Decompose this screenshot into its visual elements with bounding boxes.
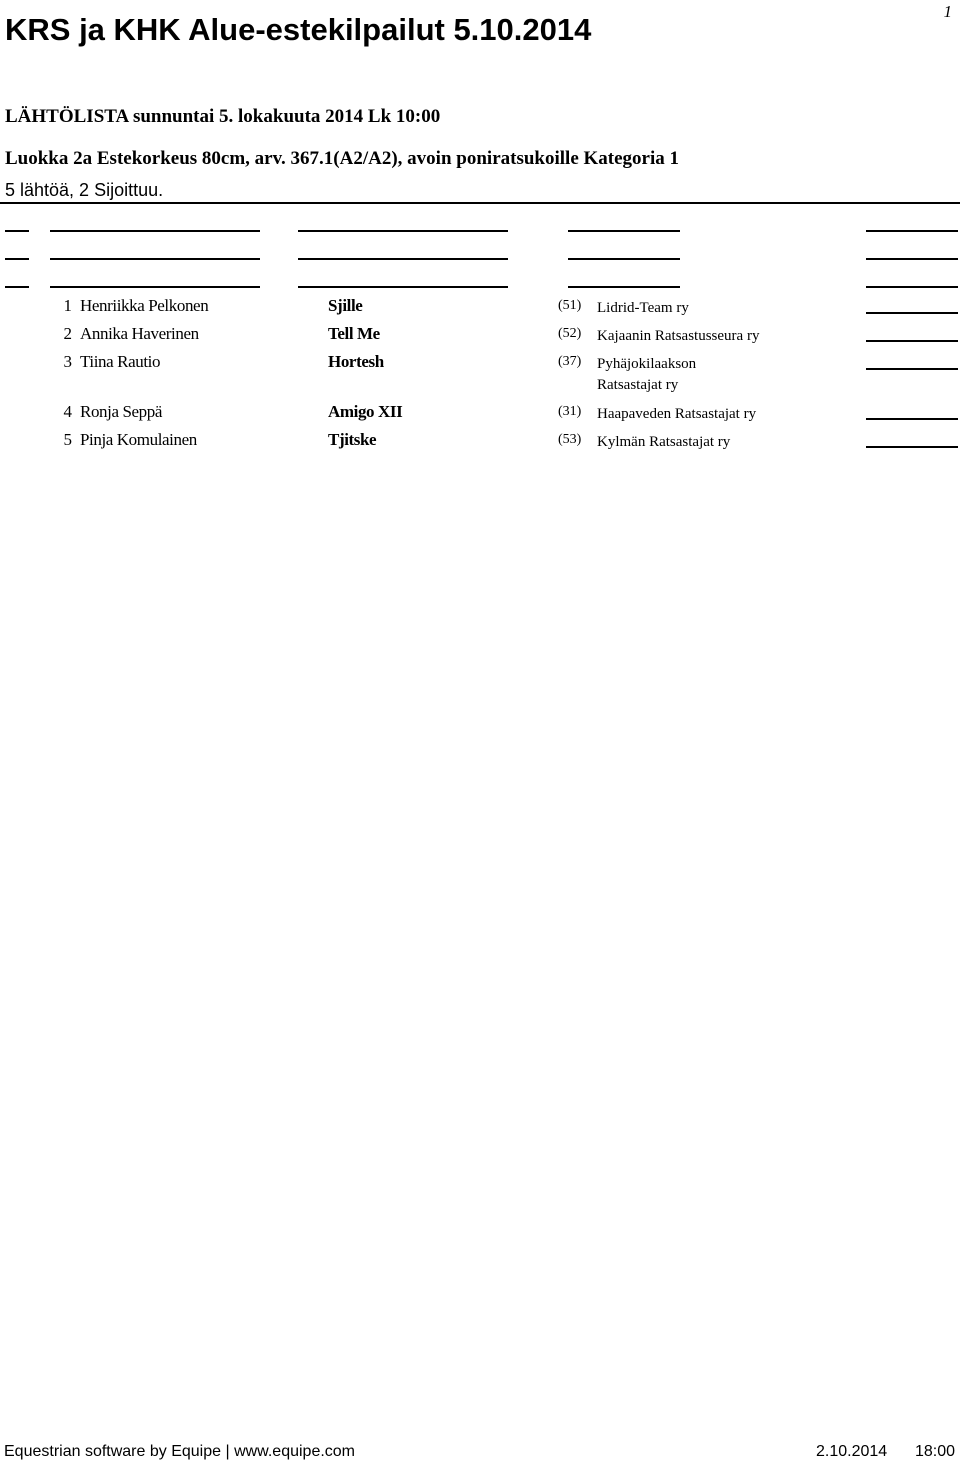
- blank-line: [50, 286, 260, 288]
- club-name: Kajaanin Ratsastusseura ry: [597, 328, 760, 344]
- start-count-info: 5 lähtöä, 2 Sijoittuu.: [5, 180, 164, 200]
- blank-line: [298, 230, 508, 232]
- footer-software-credit: Equestrian software by Equipe | www.equipe.com: [4, 1443, 356, 1460]
- blank-line: [866, 258, 958, 260]
- result-line: [866, 368, 958, 370]
- club-name: Haapaveden Ratsastajat ry: [597, 406, 757, 422]
- rider-name: Pinja Komulainen: [80, 430, 197, 449]
- footer-time: 18:00: [915, 1443, 956, 1460]
- club-name: Pyhäjokilaakson Ratsastajat ry: [597, 356, 697, 393]
- horse-name: Tell Me: [328, 324, 380, 343]
- blank-line: [5, 230, 29, 232]
- horse-name: Tjitske: [328, 430, 377, 449]
- result-line: [866, 446, 958, 448]
- rider-name: Annika Haverinen: [80, 324, 199, 343]
- start-number: 4: [63, 402, 72, 421]
- document-title: KRS ja KHK Alue-estekilpailut 5.10.2014: [5, 12, 592, 47]
- blank-line: [50, 258, 260, 260]
- rider-name: Henriikka Pelkonen: [80, 296, 209, 315]
- rider-name: Ronja Seppä: [80, 402, 163, 421]
- club-code: (52): [558, 326, 582, 341]
- horse-name: Sjille: [328, 296, 363, 315]
- blank-line: [866, 286, 958, 288]
- blank-line: [5, 286, 29, 288]
- result-line: [866, 312, 958, 314]
- result-line: [866, 418, 958, 420]
- entry-row: [0, 430, 960, 458]
- club-code: (51): [558, 298, 582, 313]
- horse-name: Amigo XII: [328, 402, 403, 421]
- blank-line: [5, 258, 29, 260]
- blank-line: [50, 230, 260, 232]
- club-code: (53): [558, 432, 582, 447]
- blank-line: [298, 286, 508, 288]
- footer-date: 2.10.2014: [816, 1443, 888, 1460]
- blank-line: [298, 258, 508, 260]
- header-divider: [0, 202, 960, 204]
- entry-row: [0, 324, 960, 352]
- entry-row: [0, 296, 960, 324]
- entry-row: [0, 402, 960, 430]
- result-line: [866, 340, 958, 342]
- entry-row: [0, 352, 960, 400]
- start-number: 2: [63, 324, 72, 343]
- blank-line: [568, 230, 680, 232]
- club-code: (31): [558, 404, 582, 419]
- rider-name: Tiina Rautio: [80, 352, 161, 371]
- start-number: 3: [63, 352, 72, 371]
- horse-name: Hortesh: [328, 352, 384, 371]
- club-name: Kylmän Ratsastajat ry: [597, 434, 731, 450]
- club-name: Lidrid-Team ry: [597, 300, 689, 316]
- blank-line: [866, 230, 958, 232]
- start-number: 5: [63, 430, 72, 449]
- page-number: 1: [943, 2, 952, 21]
- club-code: (37): [558, 354, 582, 369]
- startlist-heading: LÄHTÖLISTA sunnuntai 5. lokakuuta 2014 Lk 10:00: [5, 106, 441, 127]
- blank-line: [568, 258, 680, 260]
- class-description: Luokka 2a Estekorkeus 80cm, arv. 367.1(A2/A2), avoin poniratsukoille Kategoria 1: [5, 148, 679, 169]
- blank-line: [568, 286, 680, 288]
- start-number: 1: [63, 296, 72, 315]
